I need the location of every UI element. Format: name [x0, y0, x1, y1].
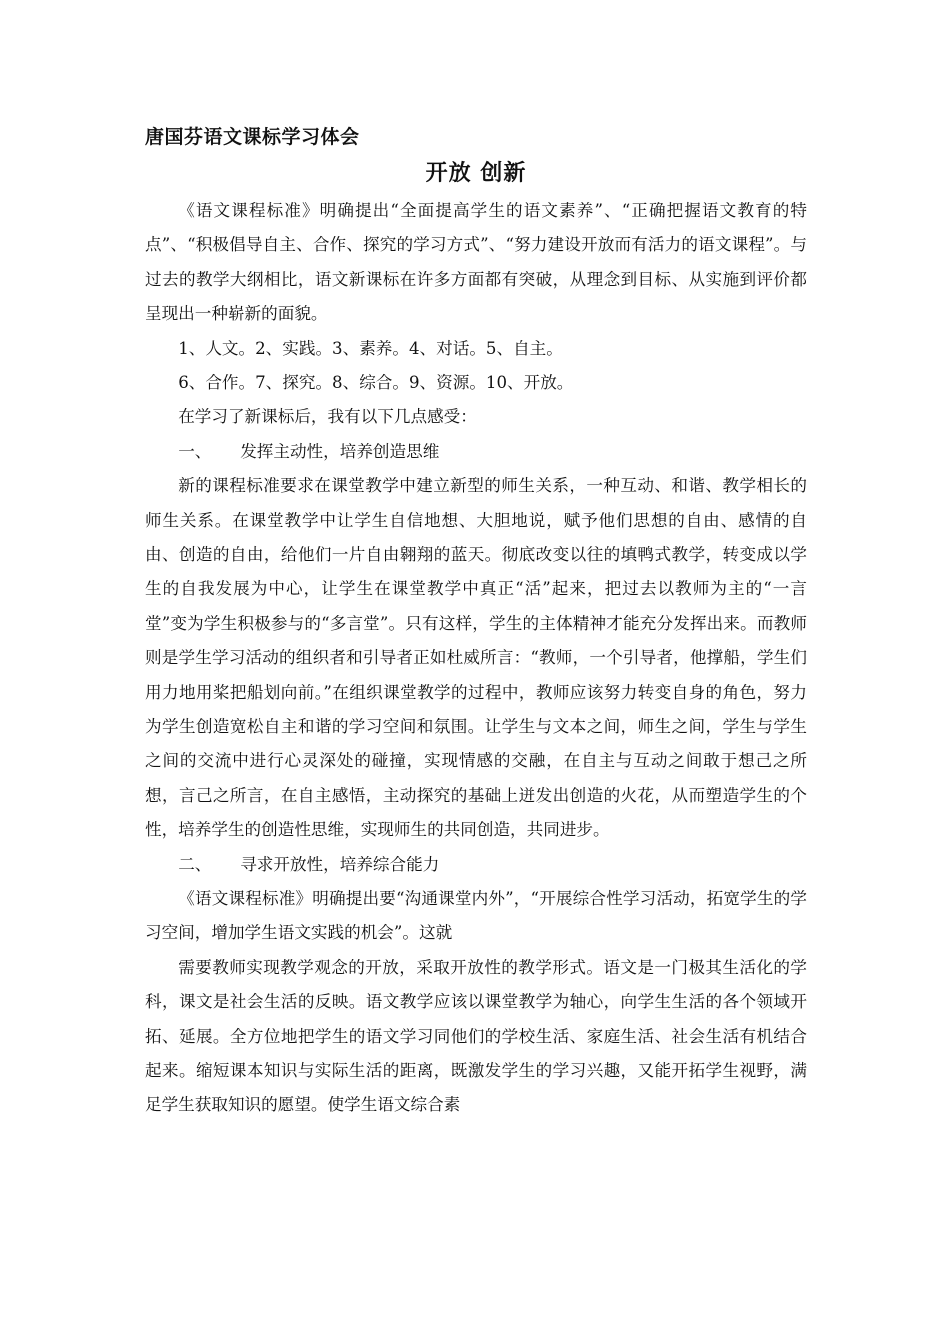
section-body-2b: 需要教师实现教学观念的开放，采取开放性的教学形式。语文是一门极其生活化的学科，课文是社会生活的反映。语文教学应该以课堂教学为轴心，向学生生活的各个领域开拓、延展。全方位地把学生的语文学习同他们的学校生活、家庭生活、社会生活有机结合起来。缩短课本知识与实际生活的距离，既激发学生的学习兴趣，又能开拓学生视野，满足学生获取知识的愿望。使学生语文综合素 [145, 957, 807, 1115]
intro-paragraph: 《语文课程标准》明确提出“全面提高学生的语文素养”、“正确把握语文教育的特点”、“积极倡导自主、合作、探究的学习方式”、“努力建设开放而有活力的语文课程”。与过去的教学大纲相比，语文新课标在许多方面都有突破，从理念到目标、从实施到评价都呈现出一种崭新的面貌。 [145, 201, 807, 324]
keywords-line-2: 6、合作。7、探究。8、综合。9、资源。10、开放。 [178, 373, 574, 393]
document-header: 唐国芬语文课标学习体会 [145, 126, 360, 148]
keywords-line-1: 1、人文。2、实践。3、素养。4、对话。5、自主。 [178, 338, 563, 358]
section-title-2: 寻求开放性，培养综合能力 [240, 854, 440, 874]
section-number-1: 一、 [178, 441, 212, 461]
section-number-2: 二、 [178, 854, 212, 874]
document-page [145, 120, 807, 1123]
document-title: 开放 创新 [425, 161, 527, 186]
lead-sentence: 在学习了新课标后，我有以下几点感受： [178, 407, 477, 427]
section-heading-2 [145, 848, 807, 882]
section-body-2a: 《语文课程标准》明确提出要“沟通课堂内外”，“开展综合性学习活动，拓宽学生的学习空间，增加学生语文实践的机会”。这就 [145, 889, 807, 943]
section-body-1: 新的课程标准要求在课堂教学中建立新型的师生关系，一种互动、和谐、教学相长的师生关系。在课堂教学中让学生自信地想、大胆地说，赋予他们思想的自由、感情的自由、创造的自由，给他们一片自由翱翔的蓝天。彻底改变以往的填鸭式教学，转变成以学生的自我发展为中心，让学生在课堂教学中真正“活”起来，把过去以教师为主的“一言堂”变为学生积极参与的“多言堂”。只有这样，学生的主体精神才能充分发挥出来。而教师则是学生学习活动的组织者和引导者正如杜威所言：“教师，一个引导者，他撑船，学生们用力地用桨把船划向前。”在组织课堂教学的过程中，教师应该努力转变自身的角色，努力为学生创造宽松自主和谐的学习空间和氛围。让学生与文本之间，师生之间，学生与学生之间的交流中进行心灵深处的碰撞，实现情感的交融，在自主与互动之间敢于想己之所想，言己之所言，在自主感悟，主动探究的基础上迸发出创造的火花，从而塑造学生的个性，培养学生的创造性思维，实现师生的共同创造，共同进步。 [145, 476, 807, 840]
section-title-1: 发挥主动性，培养创造思维 [240, 441, 440, 461]
section-heading-1 [145, 435, 807, 469]
